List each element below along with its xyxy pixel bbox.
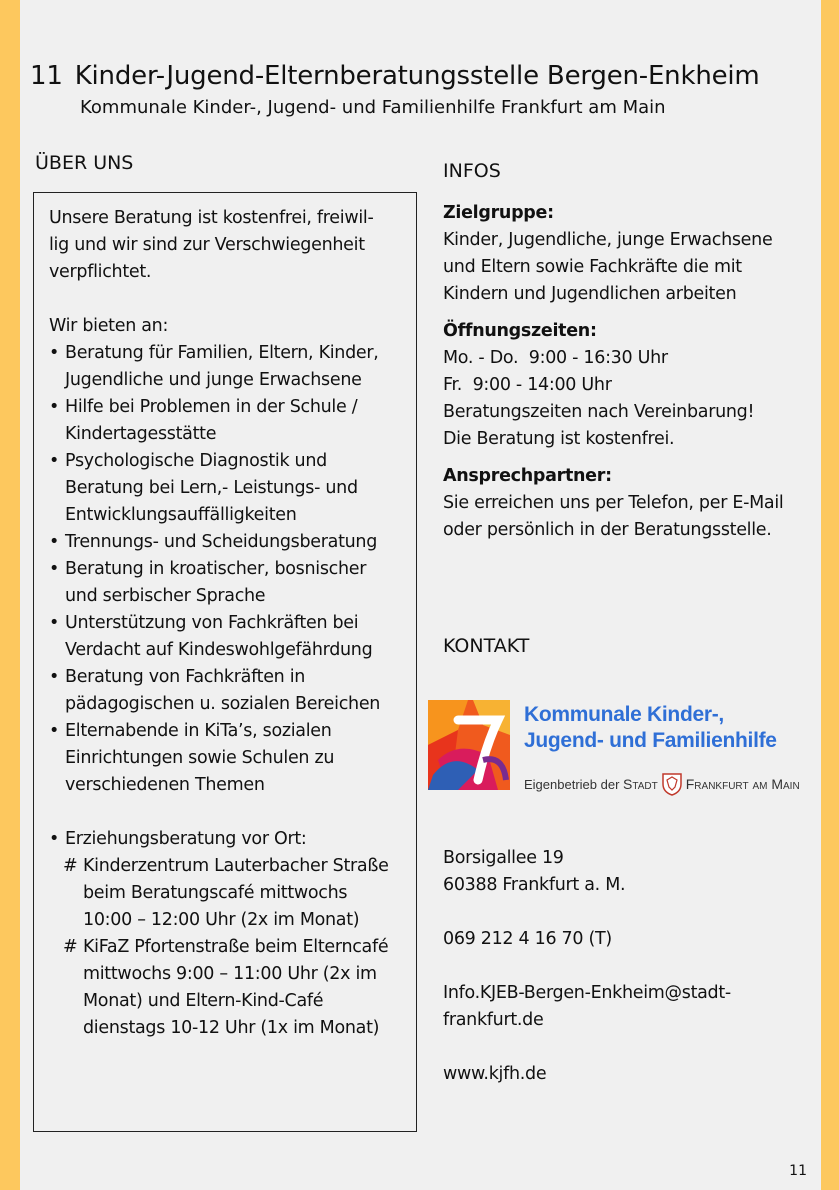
intro-line: Unsere Beratung ist kostenfrei, freiwil- <box>49 208 374 228</box>
logo-foot-stadt: Stadt <box>623 776 658 792</box>
offer-label: Wir bieten an: <box>49 316 169 336</box>
bullet-icon: • <box>49 451 60 471</box>
logo-foot-city: Frankfurt am Main <box>685 776 800 792</box>
logo-footer <box>524 772 800 796</box>
list-item <box>49 340 404 394</box>
onsite-text: 10:00 – 12:00 Uhr (2x im Monat) <box>83 910 360 930</box>
zielgruppe-line: Kindern und Jugendlichen arbeiten <box>443 284 737 304</box>
page-number: 11 <box>789 1163 807 1179</box>
bullet-icon: • <box>49 667 60 687</box>
infos-content <box>443 200 818 554</box>
kjfh-logo <box>428 700 813 792</box>
onsite-item <box>49 934 404 1042</box>
intro-line: verpflichtet. <box>49 262 152 282</box>
contact-details <box>443 845 818 1088</box>
list-item <box>49 448 404 529</box>
right-border-stripe <box>821 0 839 1190</box>
title-text: Kinder-Jugend-Elternberatungsstelle Bergen-Enkheim <box>74 61 760 91</box>
zeiten-line: Fr. 9:00 - 14:00 Uhr <box>443 375 612 395</box>
bullet-text: Jugendliche und junge Erwachsene <box>65 370 362 390</box>
bullet-icon: • <box>49 559 60 579</box>
bullet-text: Beratung von Fachkräften in <box>65 667 306 687</box>
partner-block <box>443 463 818 544</box>
page-subtitle: Kommunale Kinder-, Jugend- und Familienhilfe Frankfurt am Main <box>80 97 666 118</box>
logo-line: Jugend- und Familienhilfe <box>524 729 777 752</box>
onsite-text: dienstags 10-12 Uhr (1x im Monat) <box>83 1018 380 1038</box>
list-item <box>49 556 404 610</box>
about-box <box>33 192 417 1132</box>
logo-art-icon <box>428 700 510 790</box>
bullet-icon: • <box>49 721 60 741</box>
bullet-icon: • <box>49 532 60 552</box>
onsite-text: Kinderzentrum Lauterbacher Straße <box>83 856 389 876</box>
onsite-label: Erziehungsberatung vor Ort: <box>65 829 307 849</box>
onsite-text: mittwochs 9:00 – 11:00 Uhr (2x im <box>83 964 377 984</box>
list-item <box>49 718 404 799</box>
bullet-text: Verdacht auf Kindeswohlgefährdung <box>65 640 373 660</box>
bullet-text: Trennungs- und Scheidungsberatung <box>65 532 378 552</box>
bullet-icon: • <box>49 343 60 363</box>
list-item <box>49 610 404 664</box>
kontakt-heading: KONTAKT <box>443 635 530 657</box>
bullet-text: Hilfe bei Problemen in der Schule / <box>65 397 358 417</box>
bullet-text: Entwicklungsauffälligkeiten <box>65 505 297 525</box>
bullet-text: Psychologische Diagnostik und <box>65 451 327 471</box>
left-border-stripe <box>0 0 20 1190</box>
partner-line: Sie erreichen uns per Telefon, per E-Mail <box>443 493 784 513</box>
bullet-text: pädagogischen u. sozialen Bereichen <box>65 694 381 714</box>
bullet-text: Unterstützung von Fachkräften bei <box>65 613 359 633</box>
logo-line: Kommunale Kinder-, <box>524 703 724 726</box>
bullet-text: Elternabende in KiTa’s, sozialen <box>65 721 332 741</box>
list-item <box>49 529 404 556</box>
hash-icon: # <box>63 937 78 957</box>
infos-heading: INFOS <box>443 160 501 182</box>
partner-label: Ansprechpartner: <box>443 466 612 486</box>
intro-line: lig und wir sind zur Verschwiegenheit <box>49 235 365 255</box>
onsite-text: KiFaZ Pfortenstraße beim Elterncafé <box>83 937 389 957</box>
bullet-icon: • <box>49 397 60 417</box>
bullet-icon: • <box>49 613 60 633</box>
onsite-item <box>49 853 404 934</box>
address-line: 60388 Frankfurt a. M. <box>443 875 626 895</box>
about-heading: ÜBER UNS <box>35 152 134 174</box>
zeiten-label: Öffnungszeiten: <box>443 321 597 341</box>
email-line[interactable]: frankfurt.de <box>443 1010 544 1030</box>
zeiten-line: Mo. - Do. 9:00 - 16:30 Uhr <box>443 348 668 368</box>
bullet-text: Beratung in kroatischer, bosnischer <box>65 559 367 579</box>
page-title <box>30 58 760 94</box>
hash-icon: # <box>63 856 78 876</box>
partner-line: oder persönlich in der Beratungsstelle. <box>443 520 772 540</box>
logo-foot-text: Eigenbetrieb der <box>524 776 620 792</box>
zielgruppe-label: Zielgruppe: <box>443 203 554 223</box>
section-number: 11 <box>30 61 63 91</box>
bullet-text: Einrichtungen sowie Schulen zu <box>65 748 335 768</box>
bullet-text: verschiedenen Themen <box>65 775 265 795</box>
list-item <box>49 664 404 718</box>
bullet-text: Kindertagesstätte <box>65 424 217 444</box>
zielgruppe-block <box>443 200 818 308</box>
list-item-onsite <box>49 826 404 853</box>
about-content <box>49 205 404 1042</box>
bullet-text: Beratung bei Lern,- Leistungs- und <box>65 478 358 498</box>
bullet-text: Beratung für Familien, Eltern, Kinder, <box>65 343 379 363</box>
phone-number: 069 212 4 16 70 (T) <box>443 929 612 949</box>
zeiten-line: Die Beratung ist kostenfrei. <box>443 429 675 449</box>
list-item <box>49 394 404 448</box>
zeiten-line: Beratungszeiten nach Vereinbarung! <box>443 402 755 422</box>
onsite-text: Monat) und Eltern-Kind-Café <box>83 991 324 1011</box>
email-line[interactable]: Info.KJEB-Bergen-Enkheim@stadt- <box>443 983 731 1003</box>
zeiten-block <box>443 318 818 453</box>
zielgruppe-line: Kinder, Jugendliche, junge Erwachsene <box>443 230 773 250</box>
address-line: Borsigallee 19 <box>443 848 564 868</box>
zielgruppe-line: und Eltern sowie Fachkräfte die mit <box>443 257 742 277</box>
website-link[interactable]: www.kjfh.de <box>443 1064 547 1084</box>
onsite-text: beim Beratungscafé mittwochs <box>83 883 348 903</box>
bullet-text: und serbischer Sprache <box>65 586 266 606</box>
bullet-icon: • <box>49 829 60 849</box>
city-seal-icon <box>661 772 683 796</box>
